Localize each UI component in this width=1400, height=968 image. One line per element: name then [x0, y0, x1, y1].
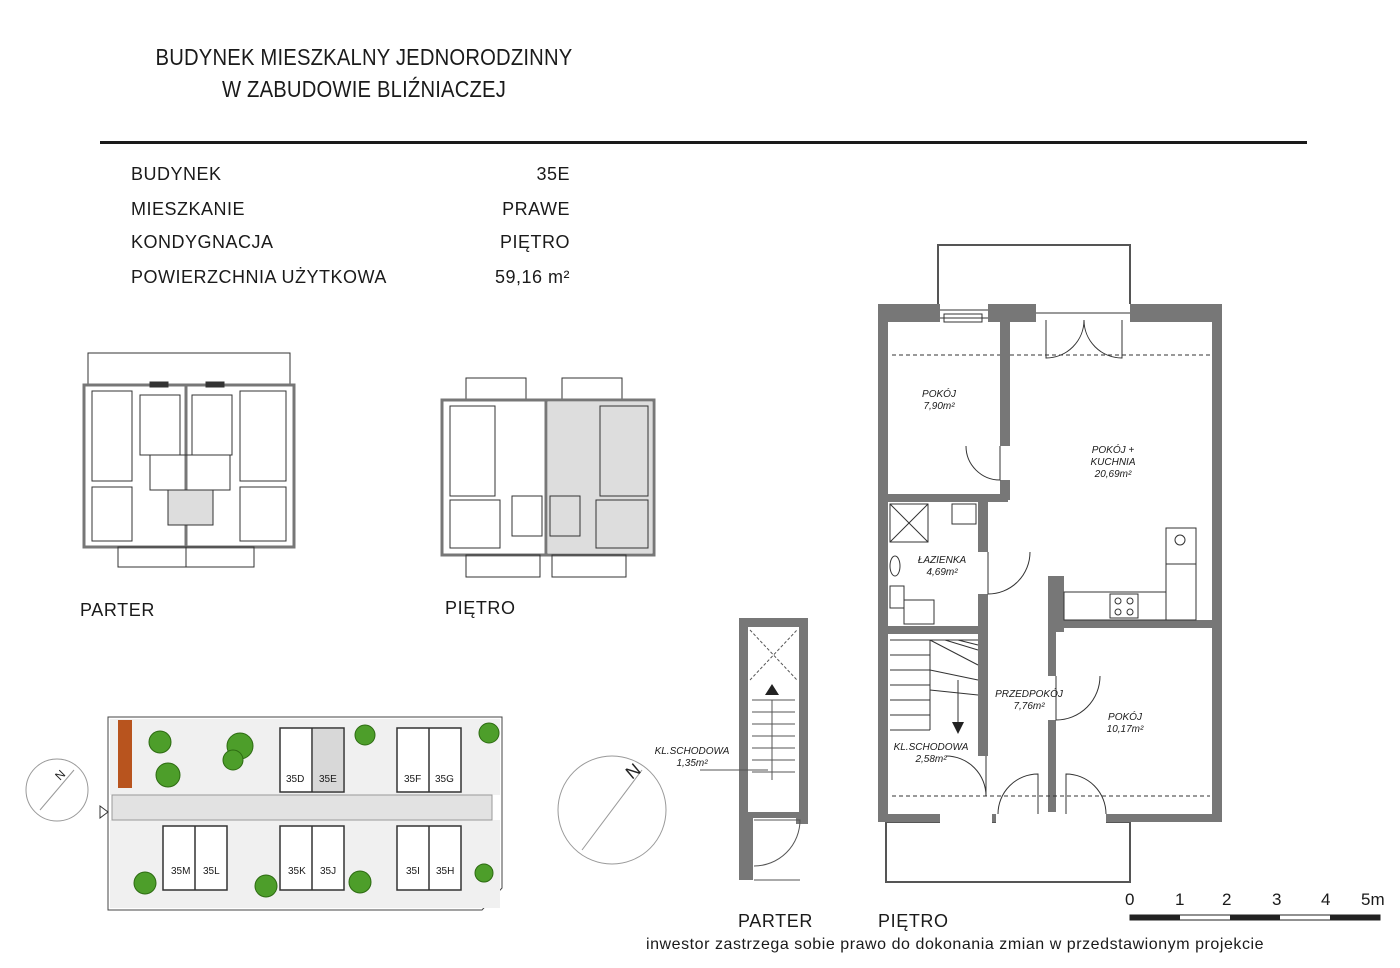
room-kl-schodowa [886, 742, 976, 766]
info-value-budynek: 35E [536, 164, 570, 184]
room-kl-schodowa-name: KL.SCHODOWA [893, 742, 969, 753]
room-pokoj-2 [1090, 712, 1160, 736]
site-plan [100, 717, 502, 910]
scale-tick-5m: 5m [1361, 890, 1385, 909]
room-lazienka [902, 555, 982, 579]
room-pokoj-2-area: 10,17m² [1106, 724, 1144, 735]
svg-text:N: N [52, 767, 69, 784]
scale-tick-2: 2 [1222, 890, 1232, 909]
room-pokoj-1 [904, 389, 974, 413]
room-pokoj-1-name: POKÓJ [922, 389, 956, 400]
title-line-2: W ZABUDOWIE BLIŹNIACZEJ [221, 76, 507, 102]
room-kl-schodowa-area: 2,58m² [915, 754, 947, 765]
parter-thumbnail-label: PARTER [80, 600, 155, 620]
info-key-kondygnacja: KONDYGNACJA [131, 232, 274, 252]
building-label-35k: 35K [288, 866, 306, 877]
building-label-35e: 35E [319, 774, 337, 785]
room-pokoj-1-area: 7,90m² [923, 401, 955, 412]
info-key-budynek: BUDYNEK [131, 164, 222, 184]
room-lazienka-area: 4,69m² [926, 567, 958, 578]
stair-detail-room-area: 1,35m² [676, 758, 708, 769]
info-value-mieszkanie: PRAWE [502, 199, 570, 219]
info-key-mieszkanie: MIESZKANIE [131, 199, 246, 219]
info-key-powierzchnia: POWIERZCHNIA UŻYTKOWA [131, 267, 387, 287]
info-value-powierzchnia: 59,16 m² [494, 267, 570, 287]
building-label-35i: 35I [406, 866, 420, 877]
stair-detail-room-name: KL.SCHODOWA [654, 746, 730, 757]
room-pokoj-kuchnia-name2: KUCHNIA [1090, 457, 1136, 468]
stair-detail-room [652, 746, 732, 770]
building-label-35d: 35D [286, 774, 305, 785]
stair-compass-icon [558, 756, 666, 864]
pietro-thumbnail-label: PIĘTRO [445, 598, 516, 618]
room-lazienka-name: ŁAZIENKA [917, 555, 967, 566]
room-pokoj-kuchnia-name: POKÓJ + [1091, 445, 1135, 456]
parter-thumbnail [84, 353, 294, 567]
building-label-35l: 35L [203, 866, 220, 877]
building-label-35j: 35J [320, 866, 337, 877]
room-pokoj-kuchnia-area: 20,69m² [1094, 469, 1132, 480]
scale-tick-4: 4 [1321, 890, 1331, 909]
pietro-thumbnail [442, 378, 654, 577]
title-line-1: BUDYNEK MIESZKALNY JEDNORODZINNY [155, 44, 573, 70]
stair-detail-pietro-label: PIĘTRO [878, 911, 949, 931]
footer-note: inwestor zastrzega sobie prawo do dokonania zmian w przedstawionym projekcie [646, 936, 1265, 953]
building-label-35h: 35H [436, 866, 455, 877]
room-przedpokoj-name: PRZEDPOKÓJ [995, 689, 1063, 700]
scale-tick-1: 1 [1175, 890, 1185, 909]
building-label-35f: 35F [404, 774, 422, 785]
building-label-35g: 35G [435, 774, 454, 785]
info-value-kondygnacja: PIĘTRO [499, 232, 570, 252]
room-przedpokoj-area: 7,76m² [1013, 701, 1045, 712]
room-przedpokoj [988, 689, 1070, 713]
scale-bar [1130, 915, 1380, 920]
stair-detail-parter-label: PARTER [738, 911, 813, 931]
svg-text:N: N [621, 759, 645, 784]
building-label-35m: 35M [171, 866, 191, 877]
scale-tick-0: 0 [1125, 890, 1135, 909]
scale-tick-3: 3 [1272, 890, 1282, 909]
room-pokoj-kuchnia [1068, 445, 1158, 481]
room-pokoj-2-name: POKÓJ [1108, 712, 1142, 723]
